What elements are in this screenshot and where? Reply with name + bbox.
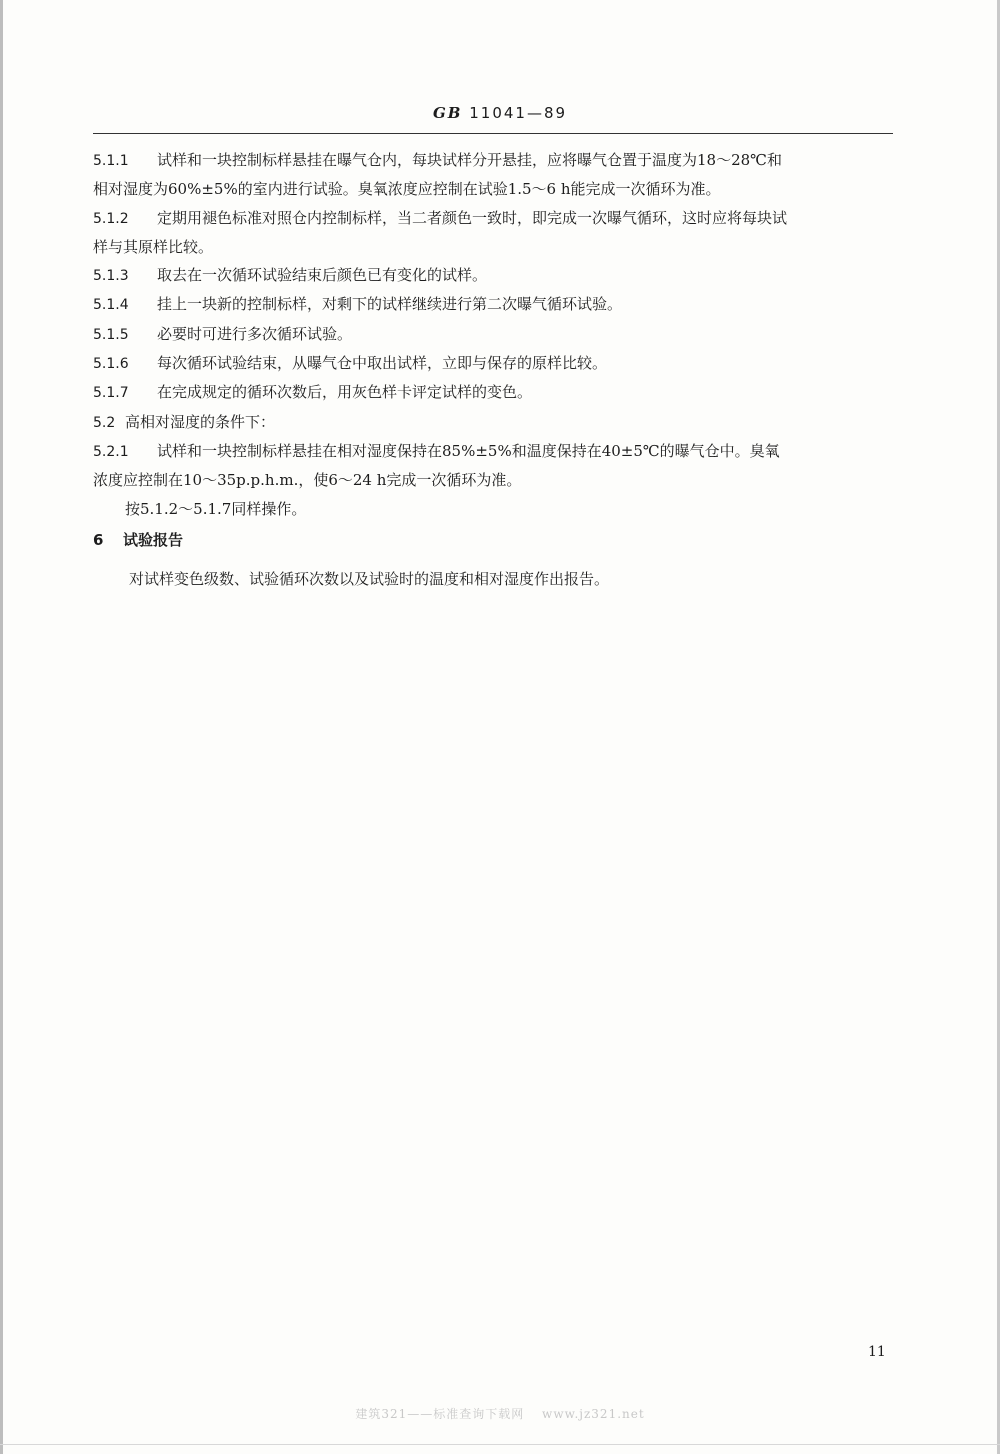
clause-5-1-1-cont: 相对湿度为60%±5%的室内进行试验。臭氧浓度应控制在试验1.5～6 h能完成一次循环为准。 [93, 180, 721, 199]
document-body [93, 146, 903, 523]
clause-5-2-1-cont: 浓度应控制在10～35p.p.h.m.，使6～24 h完成一次循环为准。 [93, 471, 522, 490]
scan-edge-left [0, 0, 3, 1454]
clause-5-1-7: 5.1.7 在完成规定的循环次数后，用灰色样卡评定试样的变色。 [93, 383, 533, 402]
clause-5-2: 5.2 高相对湿度的条件下： [93, 412, 276, 431]
clause-5-1-5: 5.1.5 必要时可进行多次循环试验。 [93, 324, 353, 343]
clause-5-1-1: 5.1.1 试样和一块控制标样悬挂在曝气仓内，每块试样分开悬挂，应将曝气仓置于温度为18～28℃和 [93, 151, 782, 169]
clause-5-1-6: 5.1.6 每次循环试验结束，从曝气仓中取出试样，立即与保存的原样比较。 [93, 354, 608, 373]
page-number: 11 [868, 1344, 886, 1360]
page-header [0, 104, 1000, 122]
operation-note: 按5.1.2～5.1.7同样操作。 [125, 499, 307, 518]
clause-5-1-4: 5.1.4 挂上一块新的控制标样，对剩下的试样继续进行第二次曝气循环试验。 [93, 295, 623, 314]
clause-5-2-1: 5.2.1 试样和一块控制标样悬挂在相对湿度保持在85%±5%和温度保持在40±5℃的曝气仓中。臭氧 [93, 441, 780, 460]
standard-number: 11041—89 [469, 104, 568, 122]
scan-bottom-line [0, 1444, 1000, 1445]
section-6-body: 对试样变色级数、试验循环次数以及试验时的温度和相对湿度作出报告。 [129, 570, 610, 588]
clause-5-1-2-cont: 样与其原样比较。 [93, 237, 214, 256]
watermark: 建筑321——标准查询下载网 www.jz321.net [355, 1407, 645, 1421]
header-rule [93, 133, 893, 134]
clause-5-1-3: 5.1.3 取去在一次循环试验结束后颜色已有变化的试样。 [93, 266, 488, 285]
standard-code: GB [432, 104, 463, 122]
section-6-title: 6 试验报告 [93, 531, 184, 549]
clause-5-1-2: 5.1.2 定期用褪色标准对照仓内控制标样，当二者颜色一致时，即完成一次曝气循环，这时应将每块试 [93, 208, 788, 227]
